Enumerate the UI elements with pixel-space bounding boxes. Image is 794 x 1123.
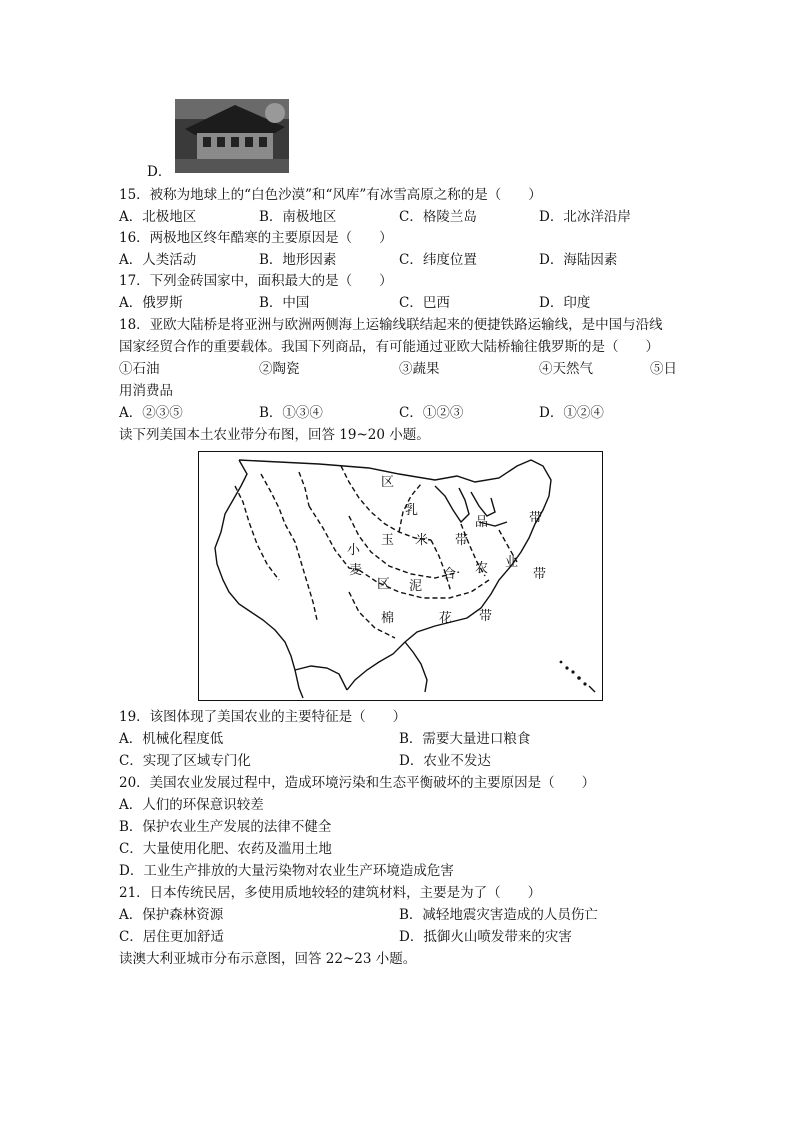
q18-item-2: ②陶瓷 xyxy=(259,361,300,377)
map-label-dai4: 带 xyxy=(479,609,493,624)
q16-option-c: C．纬度位置 xyxy=(399,252,477,268)
q21-option-c: C．居住更加舒适 xyxy=(119,929,224,945)
q17-option-b: B．中国 xyxy=(259,295,310,311)
q15-stem: 15．被称为地球上的“白色沙漠”和“风库”有冰雪高原之称的是（ ） xyxy=(119,187,542,203)
map-label-mai: 麦 xyxy=(349,563,363,578)
q18-item-5-wrap: 用消费品 xyxy=(119,383,173,399)
q18-option-b: B．①③④ xyxy=(259,405,323,421)
q15-option-b: B．南极地区 xyxy=(259,209,337,225)
map-label-mi: 米 xyxy=(415,533,429,548)
map-intro: 读下列美国本土农业带分布图，回答 19~20 小题。 xyxy=(119,427,430,443)
q15-option-a: A．北极地区 xyxy=(119,209,197,225)
q21-option-d: D．抵御火山喷发带来的灾害 xyxy=(399,929,572,945)
q20-option-c: C．大量使用化肥、农药及滥用土地 xyxy=(119,841,332,857)
q15-option-c: C．格陵兰岛 xyxy=(399,209,477,225)
next-intro: 读澳大利亚城市分布示意图，回答 22~23 小题。 xyxy=(119,951,417,967)
q19-stem: 19．该图体现了美国农业的主要特征是（ ） xyxy=(119,709,407,725)
q19-option-a: A．机械化程度低 xyxy=(119,731,224,747)
map-label-pin: 品 xyxy=(475,515,489,530)
q17-option-a: A．俄罗斯 xyxy=(119,295,183,311)
map-label-hua: 花 xyxy=(439,611,453,626)
q18-stem-line1: 18．亚欧大陆桥是将亚洲与欧洲两侧海上运输线联结起来的便捷铁路运输线，是中国与沿线 xyxy=(119,317,663,333)
map-label-nong: 农 xyxy=(475,561,489,576)
q16-stem: 16．两极地区终年酷寒的主要原因是（ ） xyxy=(119,230,393,246)
q16-option-d: D．海陆因素 xyxy=(539,252,618,268)
q20-option-a: A．人们的环保意识较差 xyxy=(119,797,264,813)
map-label-ye: 业 xyxy=(505,555,519,570)
q20-option-d: D．工业生产排放的大量污染物对农业生产环境造成危害 xyxy=(119,863,454,879)
q18-option-c: C．①②③ xyxy=(399,405,464,421)
q17-stem: 17．下列金砖国家中，面积最大的是（ ） xyxy=(119,273,393,289)
map-label-yu: 玉 xyxy=(381,533,395,548)
q15-option-d: D．北冰洋沿岸 xyxy=(539,209,631,225)
q18-item-3: ③蔬果 xyxy=(399,361,440,377)
map-label-dai3: 带 xyxy=(455,533,469,548)
q20-stem: 20．美国农业发展过程中，造成环境污染和生态平衡破坏的主要原因是（ ） xyxy=(119,775,596,791)
q16-option-b: B．地形因素 xyxy=(259,252,337,268)
q21-option-a: A．保护森林资源 xyxy=(119,907,224,923)
q16-option-a: A．人类活动 xyxy=(119,252,197,268)
q19-option-b: B．需要大量进口粮食 xyxy=(399,731,531,747)
map-label-qu3: 区 xyxy=(381,475,395,490)
q14-option-d: D． xyxy=(147,164,172,180)
q21-stem: 21．日本传统民居，多使用质地较轻的建筑材料，主要是为了（ ） xyxy=(119,885,542,901)
house-photo xyxy=(175,99,289,173)
q18-item-1: ①石油 xyxy=(119,361,160,377)
q20-option-b: B．保护农业生产发展的法律不健全 xyxy=(119,819,332,835)
map-label-dai2: 带 xyxy=(533,567,547,582)
q18-item-4: ④天然气 xyxy=(539,361,593,377)
q21-option-b: B．减轻地震灾害造成的人员伤亡 xyxy=(399,907,598,923)
q18-option-d: D．①②④ xyxy=(539,405,604,421)
map-label-ni: 泥 xyxy=(409,579,423,594)
map-label-ge: 合 xyxy=(443,567,457,582)
usa-agriculture-map xyxy=(198,451,603,701)
q17-option-c: C．巴西 xyxy=(399,295,450,311)
q19-option-d: D．农业不发达 xyxy=(399,753,491,769)
q18-option-a: A．②③⑤ xyxy=(119,405,183,421)
q19-option-c: C．实现了区域专门化 xyxy=(119,753,251,769)
map-label-dai: 带 xyxy=(529,511,543,526)
map-label-mian: 棉 xyxy=(381,611,395,626)
map-label-ru: 乳 xyxy=(405,503,419,518)
map-label-qu: 区 xyxy=(377,577,391,592)
q18-item-5: ⑤日 xyxy=(650,361,677,377)
q17-option-d: D．印度 xyxy=(539,295,591,311)
map-label-xiao: 小 xyxy=(347,543,361,558)
q18-stem-line2: 国家经贸合作的重要载体。我国下列商品，有可能通过亚欧大陆桥输往俄罗斯的是（ ） xyxy=(119,339,659,355)
